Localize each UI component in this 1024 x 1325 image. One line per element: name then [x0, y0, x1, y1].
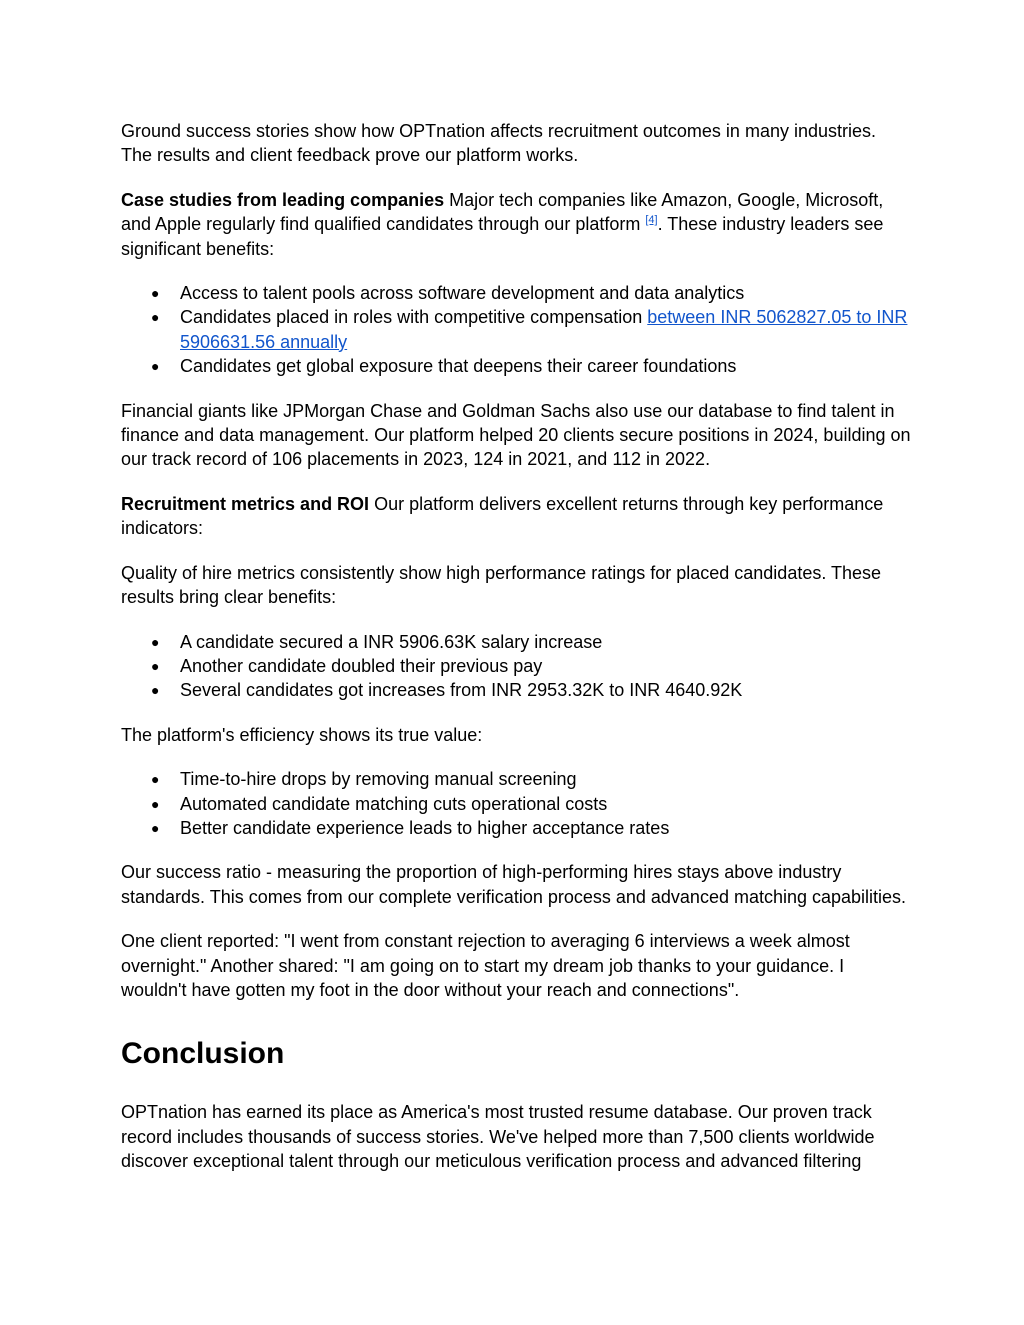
list-item-text: Candidates placed in roles with competitive compensation [180, 307, 648, 328]
conclusion-heading: Conclusion [121, 1037, 285, 1071]
case-studies-text-end: . These industry leaders see significant benefits: [121, 214, 884, 259]
reference-link-4[interactable]: [4] [645, 214, 658, 227]
salary-list [121, 630, 911, 703]
document-page [121, 119, 911, 1194]
financial-paragraph: Financial giants like JPMorgan Chase and Goldman Sachs also use our database to find talent in finance and data management. Our platform helped 20 clients secure positions in 2024, building on our track record of 106 placements in 2023, 124 in 2021, and 112 in 2022. [121, 400, 911, 470]
list-item: ● Several candidates got increases from INR 2953.32K to INR 4640.92K [121, 678, 911, 702]
efficiency-list [121, 767, 911, 840]
list-item: ● Candidates get global exposure that deepens their career foundations [121, 354, 911, 378]
benefits-list [121, 281, 911, 379]
compensation-link[interactable]: between INR 5062827.05 to INR 5906631.56 annually [180, 307, 908, 352]
case-studies-text: Major tech companies like Amazon, Google, Microsoft, and Apple regularly find qualified candidates through our platform [121, 189, 884, 235]
success-ratio-paragraph: Our success ratio - measuring the proportion of high-performing hires stays above industry standards. This comes from our complete verification process and advanced matching capabilities. [121, 862, 907, 907]
list-item: ● Access to talent pools across software development and data analytics [121, 281, 911, 305]
case-studies-heading: Case studies from leading companies [121, 189, 445, 210]
list-item: ● Time-to-hire drops by removing manual screening [121, 767, 911, 791]
metrics-text: Our platform delivers excellent returns through key performance indicators: [121, 493, 884, 539]
conclusion-paragraph: OPTnation has earned its place as America's most trusted resume database. Our proven track record includes thousands of success stories. We've helped more than 7,500 clients worldwide discover exceptional talent through our meticulous verification process and advanced filtering [121, 1102, 875, 1172]
list-item: ● Better candidate experience leads to higher acceptance rates [121, 816, 911, 840]
list-item: ● A candidate secured a INR 5906.63K salary increase [121, 630, 911, 654]
case-studies-paragraph [121, 188, 911, 261]
list-item: ● Automated candidate matching cuts operational costs [121, 792, 911, 816]
testimonials-paragraph: One client reported: "I went from constant rejection to averaging 6 interviews a week almost overnight." Another shared: "I am going on to start my dream job thanks to your guidance. I wouldn't have gotten my foot in the door without your reach and connections". [121, 931, 850, 1000]
quality-paragraph: Quality of hire metrics consistently show high performance ratings for placed candidates. These results bring clear benefits: [121, 562, 882, 608]
metrics-paragraph [121, 492, 911, 541]
metrics-heading: Recruitment metrics and ROI [121, 493, 370, 514]
list-item: ● Another candidate doubled their previous pay [121, 654, 911, 678]
intro-paragraph: Ground success stories show how OPTnation affects recruitment outcomes in many industries. The results and client feedback prove our platform works. [121, 121, 876, 166]
efficiency-paragraph: The platform's efficiency shows its true value: [121, 724, 483, 745]
list-item [121, 305, 911, 354]
